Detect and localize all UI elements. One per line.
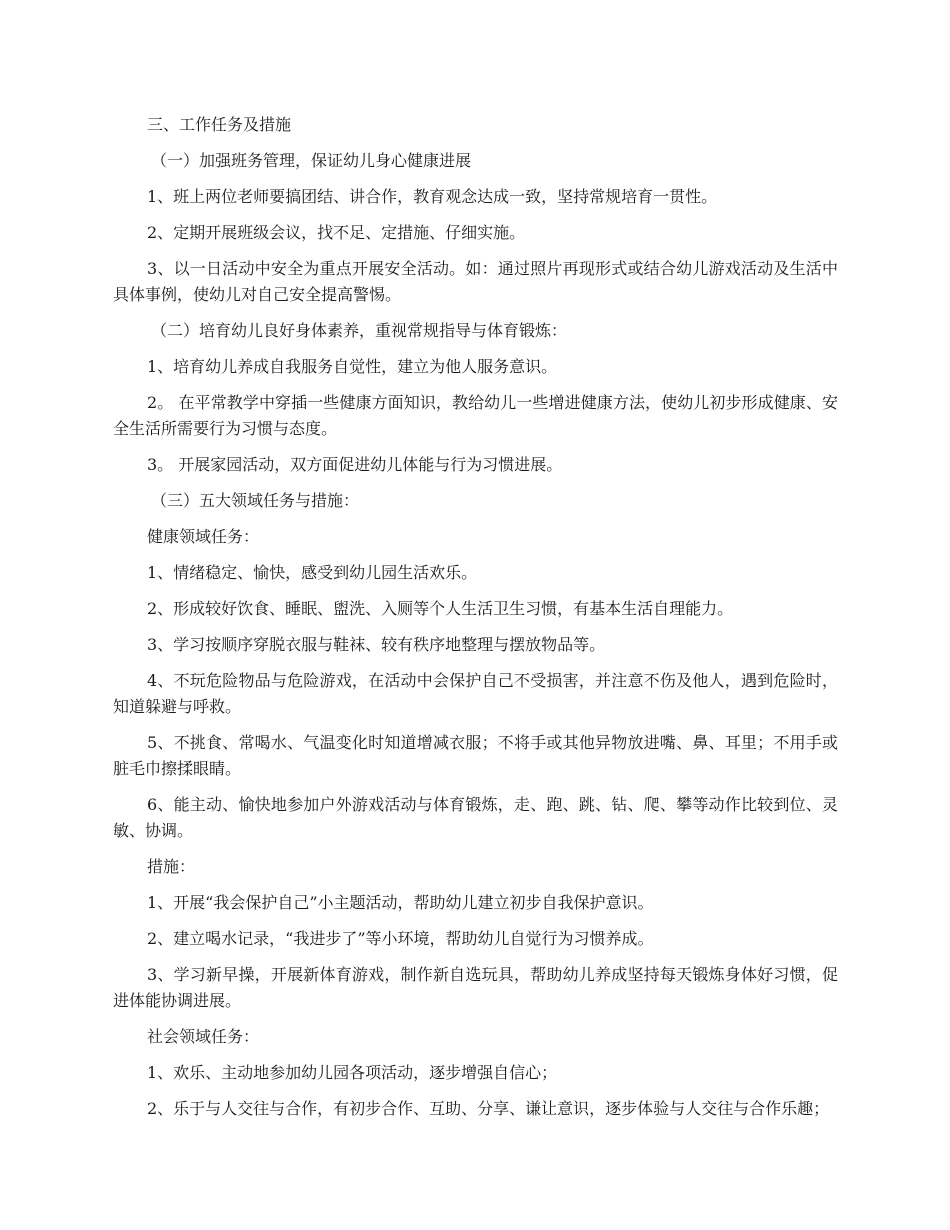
- paragraph: 3、学习新早操，开展新体育游戏，制作新自选玩具，帮助幼儿养成坚持每天锻炼身体好习惯，促进体能协调进展。: [113, 965, 838, 1010]
- paragraph-label: 措施：: [147, 857, 196, 876]
- paragraph: 6、能主动、愉快地参加户外游戏活动与体育锻炼，走、跑、跳、钻、爬、攀等动作比较到位、灵敏、协调。: [113, 795, 838, 840]
- paragraph: 5、不挑食、常喝水、气温变化时知道增减衣服；不将手或其他异物放进嘴、鼻、耳里；不用手或脏毛巾擦揉眼睛。: [113, 733, 838, 778]
- subsection-heading: （一）加强班务管理，保证幼儿身心健康进展: [151, 151, 472, 170]
- paragraph: 3、以一日活动中安全为重点开展安全活动。如：通过照片再现形式或结合幼儿游戏活动及生活中具体事例，使幼儿对自己安全提高警惕。: [113, 259, 838, 304]
- paragraph: 1、开展“我会保护自己”小主题活动，帮助幼儿建立初步自我保护意识。: [147, 893, 654, 912]
- section-heading: 三、工作任务及措施: [147, 115, 292, 134]
- paragraph: 2、形成较好饮食、睡眠、盥洗、入厕等个人生活卫生习惯，有基本生活自理能力。: [147, 599, 734, 618]
- paragraph: 2、定期开展班级会议，找不足、定措施、仔细实施。: [147, 223, 526, 242]
- paragraph: 1、培育幼儿养成自我服务自觉性，建立为他人服务意识。: [147, 357, 558, 376]
- subsection-heading: （二）培育幼儿良好身体素养，重视常规指导与体育锻炼：: [151, 321, 568, 340]
- paragraph-label: 社会领域任务：: [147, 1027, 260, 1046]
- subsection-heading: （三）五大领域任务与措施：: [151, 491, 360, 510]
- paragraph: 3、学习按顺序穿脱衣服与鞋袜、较有秩序地整理与摆放物品等。: [147, 635, 606, 654]
- paragraph: 3。 开展家园活动，双方面促进幼儿体能与行为习惯进展。: [147, 455, 563, 474]
- paragraph: 1、班上两位老师要搞团结、讲合作，教育观念达成一致，坚持常规培育一贯性。: [147, 187, 718, 206]
- paragraph: 2。 在平常教学中穿插一些健康方面知识，教给幼儿一些增进健康方法，使幼儿初步形成健康、安全生活所需要行为习惯与态度。: [113, 393, 838, 438]
- paragraph: 2、建立喝水记录，“我进步了”等小环境，帮助幼儿自觉行为习惯养成。: [147, 929, 654, 948]
- paragraph: 1、情绪稳定、愉快，感受到幼儿园生活欢乐。: [147, 563, 478, 582]
- paragraph: 4、不玩危险物品与危险游戏，在活动中会保护自己不受损害，并注意不伤及他人，遇到危险时，知道躲避与呼救。: [113, 671, 838, 716]
- paragraph-label: 健康领域任务：: [147, 527, 260, 546]
- paragraph: 2、乐于与人交往与合作，有初步合作、互助、分享、谦让意识，逐步体验与人交往与合作乐趣；: [147, 1099, 830, 1118]
- document-body: [113, 112, 838, 1132]
- paragraph: 1、欢乐、主动地参加幼儿园各项活动，逐步增强自信心；: [147, 1063, 558, 1082]
